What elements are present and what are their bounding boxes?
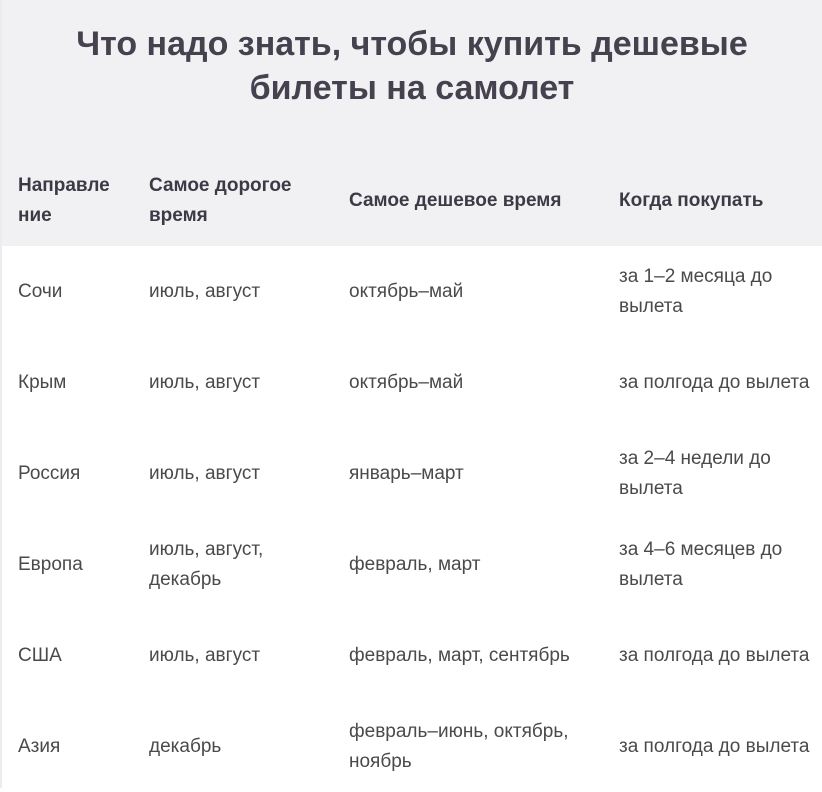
cell-direction: Крым: [18, 371, 67, 393]
header-row: [2, 156, 822, 246]
cell-expensive-time: июль, август: [149, 644, 261, 666]
cell-cheap-time: январь–март: [349, 462, 464, 484]
cell-direction: Европа: [18, 553, 83, 575]
table-row: [2, 610, 822, 701]
cell-when-to-buy: за полгода до вылета: [619, 644, 810, 666]
table-body: [2, 246, 822, 792]
cell-direction: Азия: [18, 735, 61, 757]
cell-when-to-buy: за 4–6 месяцев до вылета: [619, 538, 783, 590]
cell-direction: США: [18, 644, 62, 666]
cell-cheap-time: февраль, март, сентябрь: [349, 644, 570, 666]
cell-cheap-time: октябрь–май: [349, 371, 464, 393]
cell-cheap-time: октябрь–май: [349, 280, 464, 302]
cell-cheap-time: февраль–июнь, октябрь, ноябрь: [349, 720, 569, 772]
header-cheap-time: Самое дешевое время: [349, 190, 562, 211]
cell-when-to-buy: за 1–2 месяца до вылета: [619, 265, 773, 317]
cell-direction: Россия: [18, 462, 81, 484]
cell-direction: Сочи: [18, 280, 63, 302]
table-header: [2, 156, 822, 246]
table-row: [2, 428, 822, 519]
cell-expensive-time: декабрь: [149, 735, 222, 757]
table-row: [2, 701, 822, 792]
header-when-to-buy: Когда покупать: [619, 190, 764, 211]
page-title-line-2: билеты на самолет: [249, 69, 575, 107]
cell-expensive-time: июль, август: [149, 371, 261, 393]
cell-expensive-time: июль, август, декабрь: [149, 538, 264, 590]
cell-cheap-time: февраль, март: [349, 553, 481, 575]
table-row: [2, 246, 822, 337]
page-title-line-1: Что надо знать, чтобы купить дешевые: [76, 25, 748, 63]
fares-table: [2, 156, 822, 792]
cell-when-to-buy: за полгода до вылета: [619, 735, 810, 757]
cell-expensive-time: июль, август: [149, 462, 261, 484]
header-expensive-time: Самое дорогое время: [149, 175, 292, 226]
table-row: [2, 337, 822, 428]
table-row: [2, 519, 822, 610]
page-title: [2, 22, 822, 110]
header-direction: Направле ние: [18, 175, 110, 226]
cell-expensive-time: июль, август: [149, 280, 261, 302]
cell-when-to-buy: за полгода до вылета: [619, 371, 810, 393]
cell-when-to-buy: за 2–4 недели до вылета: [619, 447, 771, 499]
